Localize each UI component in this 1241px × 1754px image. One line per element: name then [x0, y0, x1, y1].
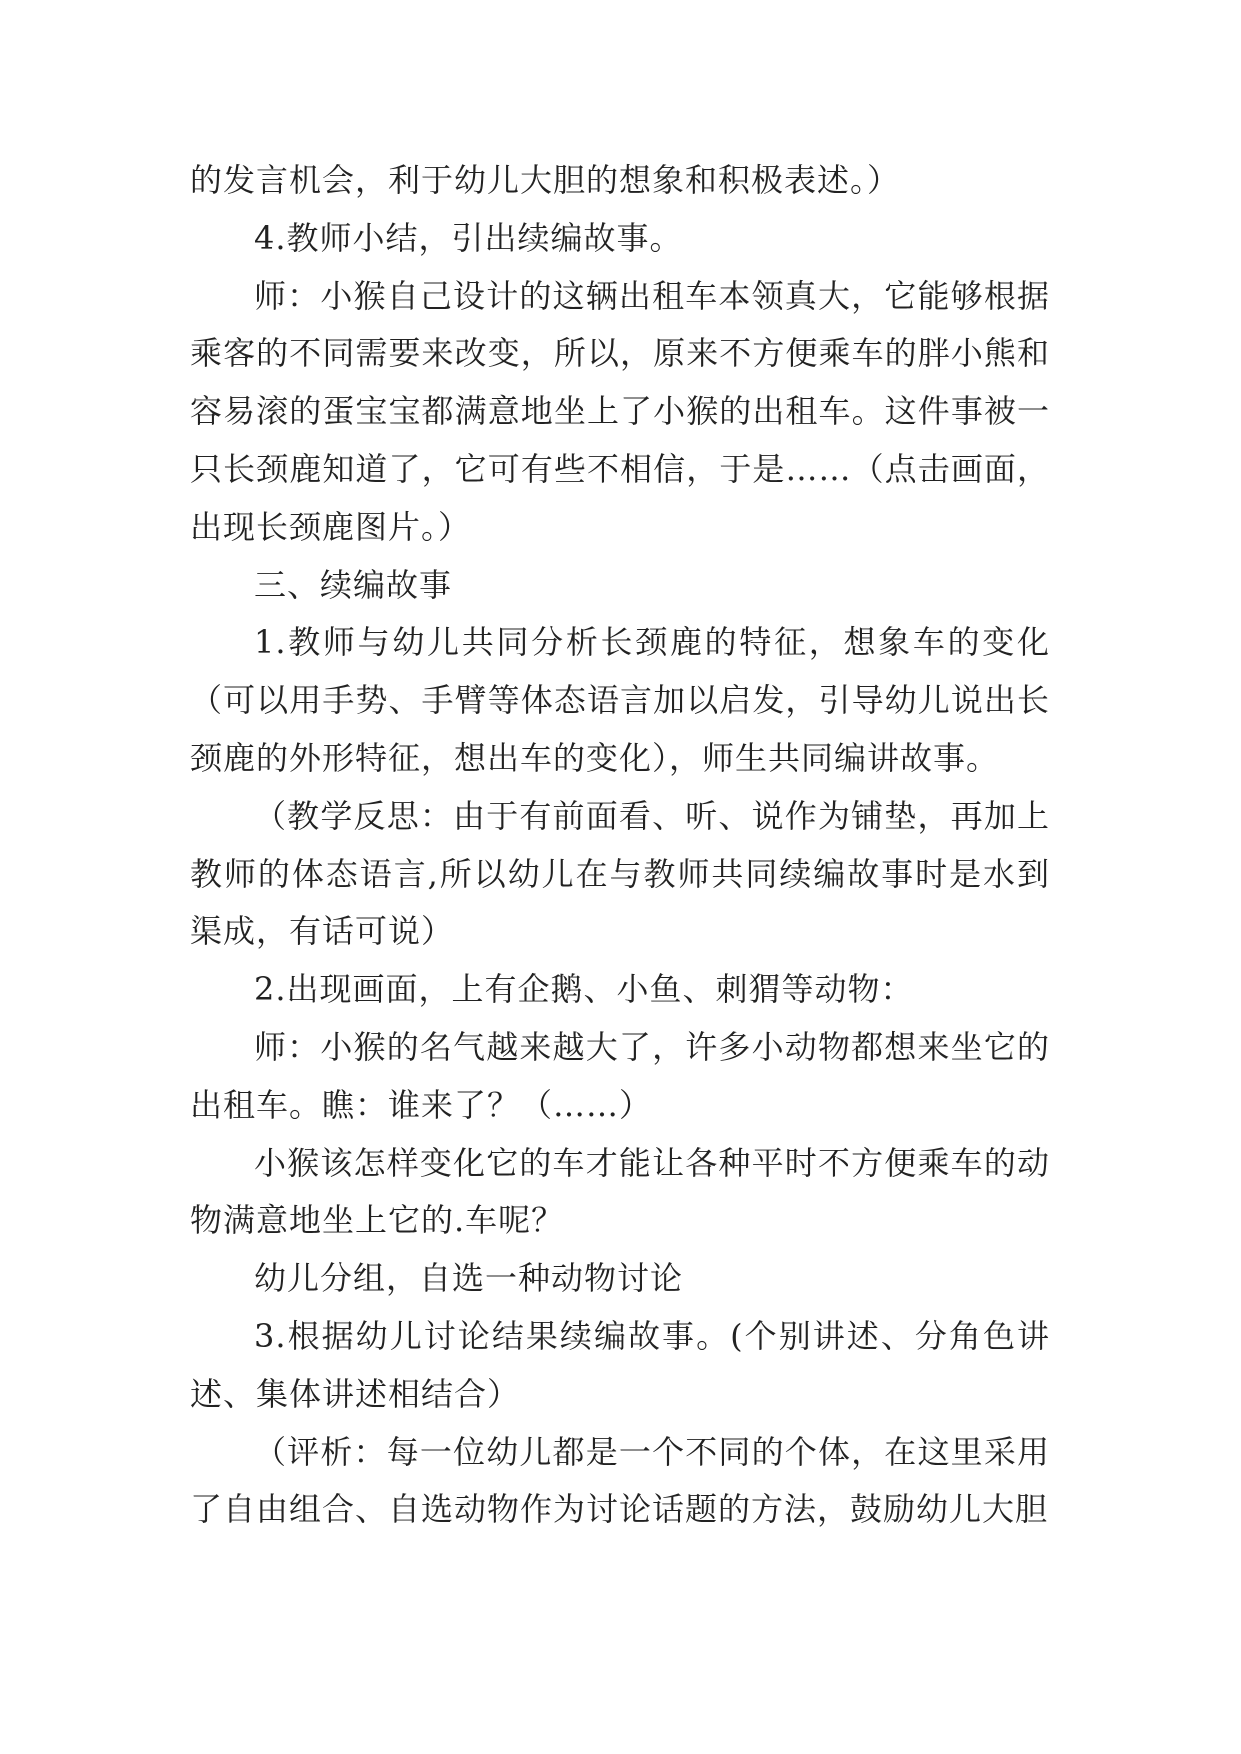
- paragraph-9: 小猴该怎样变化它的车才能让各种平时不方便乘车的动物满意地坐上它的.车呢？: [190, 1143, 1050, 1240]
- paragraph-3: 师：小猴自己设计的这辆出租车本领真大，它能够根据乘客的不同需要来改变，所以，原来不方便乘车的胖小熊和容易滚的蛋宝宝都满意地坐上了小猴的出租车。这件事被一只长颈鹿知道了，它可有些不相信，于是……（点击画面，出现长颈鹿图片。）: [190, 276, 1050, 546]
- paragraph-5: 1.教师与幼儿共同分析长颈鹿的特征，想象车的变化（可以用手势、手臂等体态语言加以启发，引导幼儿说出长颈鹿的外形特征，想出车的变化），师生共同编讲故事。: [190, 623, 1050, 777]
- paragraph-12: （评析：每一位幼儿都是一个不同的个体，在这里采用了自由组合、自选动物作为讨论话题的方法，鼓励幼儿大胆: [190, 1432, 1050, 1529]
- paragraph-10: 幼儿分组，自选一种动物讨论: [254, 1259, 684, 1298]
- document-body: [190, 152, 1050, 1539]
- section-heading: 三、续编故事: [254, 565, 453, 604]
- paragraph-1: 的发言机会，利于幼儿大胆的想象和积极表述。）: [190, 161, 901, 199]
- paragraph-6: （教学反思：由于有前面看、听、说作为铺垫，再加上教师的体态语言,所以幼儿在与教师共同续编故事时是水到渠成，有话可说）: [190, 796, 1050, 951]
- paragraph-2: 4.教师小结，引出续编故事。: [254, 218, 683, 257]
- paragraph-7: 2.出现画面，上有企鹅、小鱼、刺猬等动物：: [254, 970, 914, 1009]
- paragraph-8: 师：小猴的名气越来越大了，许多小动物都想来坐它的出租车。瞧：谁来了？（……）: [190, 1027, 1050, 1124]
- paragraph-11: 3.根据幼儿讨论结果续编故事。(个别讲述、分角色讲述、集体讲述相结合）: [190, 1316, 1050, 1413]
